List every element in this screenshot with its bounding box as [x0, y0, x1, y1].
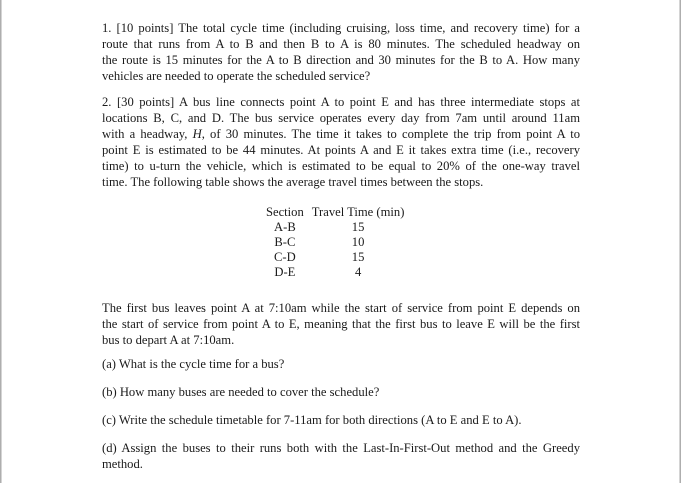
- problem-1-paragraph: [102, 20, 580, 84]
- table-row: [262, 265, 408, 280]
- first-bus-line: bus to depart A at 7:10am.: [102, 333, 235, 347]
- problem-1-line: vehicles are needed to operate the scheduled service?: [102, 69, 371, 83]
- table-cell-section: A-B: [274, 220, 296, 234]
- table-cell-time: 15: [351, 220, 365, 234]
- table-header-travel-time: Travel Time (min): [311, 205, 405, 219]
- first-bus-paragraph: [102, 300, 580, 348]
- problem-2-line: 2. [30 points] A bus line connects point A to point E and has three intermediate stops at: [102, 95, 580, 109]
- table-cell-time: 15: [351, 250, 365, 264]
- table-cell-section: C-D: [274, 250, 296, 264]
- question-a: (a) What is the cycle time for a bus?: [102, 357, 285, 371]
- question-d: [102, 440, 580, 472]
- problem-2-line: time) to u-turn the vehicle, which is estimated to be equal to 20% of the one-way travel: [102, 159, 580, 173]
- table-header-section: Section: [266, 205, 304, 219]
- table-cell-section: B-C: [274, 235, 296, 249]
- problem-2-line: with a headway, H, of 30 minutes. The time it takes to complete the trip from point A to: [102, 127, 580, 141]
- problem-1-line: the route is 15 minutes for the A to B direction and 30 minutes for the B to A. How many: [102, 53, 580, 67]
- problem-1-line: route that runs from A to B and then B to A is 80 minutes. The scheduled headway on: [102, 37, 580, 51]
- page-edge-left: [0, 0, 2, 483]
- table-row: [262, 235, 408, 250]
- table-row: [262, 220, 408, 235]
- question-d-line: (d) Assign the buses to their runs both with the Last-In-First-Out method and the Greedy: [102, 441, 580, 455]
- problem-2-paragraph: [102, 94, 580, 190]
- table-row: [262, 250, 408, 265]
- first-bus-line: The first bus leaves point A at 7:10am while the start of service from point E depends on: [102, 301, 580, 315]
- problem-2-line: point E is estimated to be 44 minutes. At points A and E it takes extra time (i.e., recovery: [102, 143, 580, 157]
- travel-time-table: [262, 205, 408, 280]
- table-cell-section: D-E: [274, 265, 296, 279]
- table-cell-time: 4: [354, 265, 362, 279]
- problem-1-line: 1. [10 points] The total cycle time (including cruising, loss time, and recovery time) for a: [102, 21, 580, 35]
- table-header-row: [262, 205, 408, 220]
- question-c: (c) Write the schedule timetable for 7-11am for both directions (A to E and E to A).: [102, 413, 522, 427]
- problem-2-line: locations B, C, and D. The bus service operates every day from 7am until around 11am: [102, 111, 580, 125]
- problem-2-line: time. The following table shows the average travel times between the stops.: [102, 175, 484, 189]
- question-d-line: method.: [102, 457, 143, 471]
- table-cell-time: 10: [351, 235, 365, 249]
- question-b: (b) How many buses are needed to cover the schedule?: [102, 385, 380, 399]
- first-bus-line: the start of service from point A to E, meaning that the first bus to leave E will be the first: [102, 317, 580, 331]
